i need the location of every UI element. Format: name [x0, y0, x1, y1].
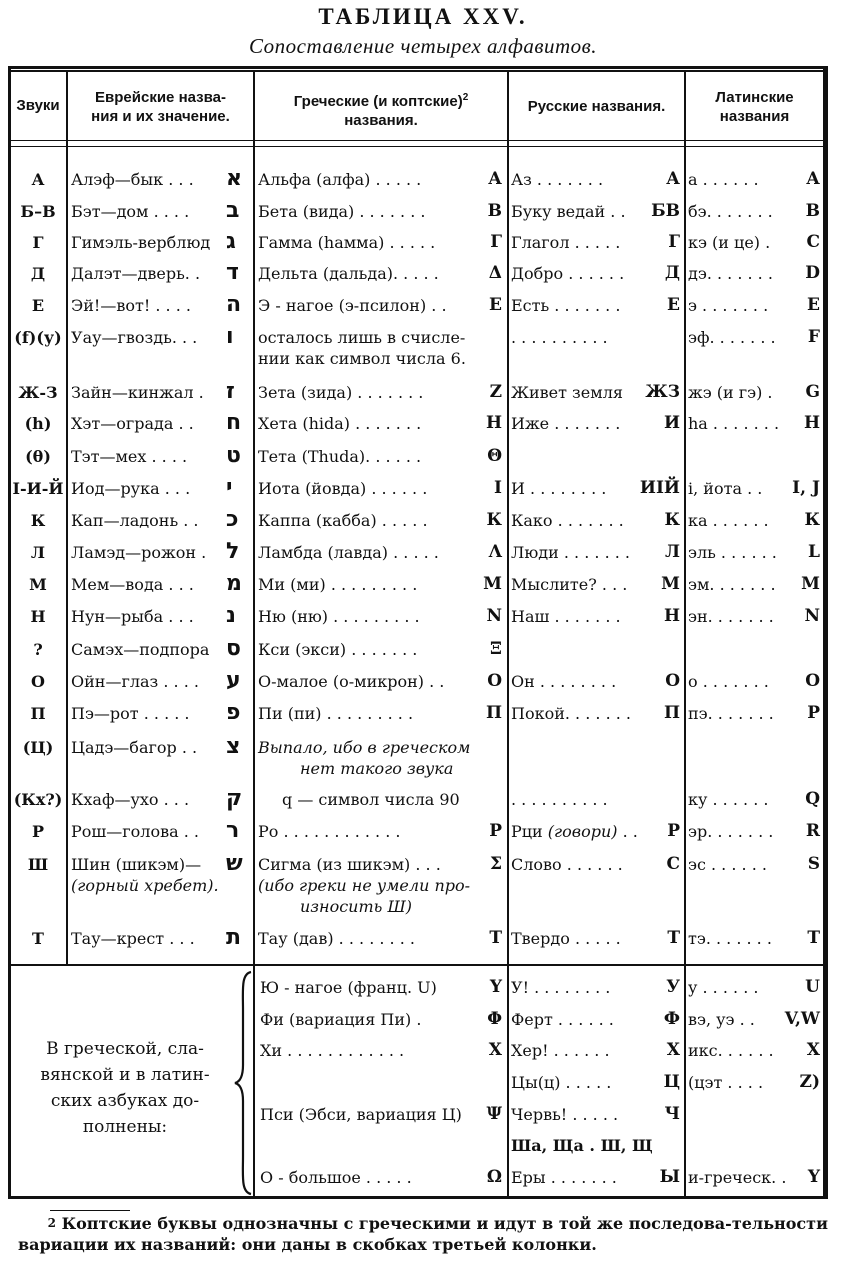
russian-name [511, 328, 608, 348]
sound-cell: (θ) [25, 447, 51, 466]
latin-letter: G [805, 382, 820, 402]
latin-name: икс. . . . . . [688, 1041, 774, 1060]
latin-letter: V,W [784, 1009, 820, 1029]
sound-cell: (Кх?) [13, 790, 63, 809]
latin-letter: S [807, 854, 820, 874]
supplement-label [20, 1036, 230, 1140]
latin-letter: Y [807, 1167, 820, 1187]
greek-letter: Е [489, 295, 502, 315]
russian-letter: Г [668, 232, 680, 252]
russian-name-text: Он . . . . . . . . [511, 672, 617, 691]
russian-name-text: Люди . . . . . . . [511, 543, 630, 562]
latin-name: жэ (и гэ) . [688, 383, 773, 402]
hebrew-name: Тэт—мех . . . . [71, 447, 188, 466]
latin-name: эм. . . . . . . [688, 575, 776, 594]
greek-letter: Н [485, 413, 502, 433]
latin-letter: Р [807, 703, 820, 723]
sound-cell: Л [30, 543, 46, 562]
greek-letter: I [494, 478, 502, 498]
header-hebrew-line1: Еврейские назва- [95, 89, 226, 106]
hebrew-letter: י [226, 475, 233, 500]
latin-letter: L [808, 542, 820, 562]
russian-name: Хер! . . . . . . [511, 1041, 610, 1060]
greek-name: Зета (зида) . . . . . . . [258, 383, 424, 402]
hebrew-name: Самэх—подпора [71, 640, 210, 659]
latin-name: эр. . . . . . . [688, 822, 774, 841]
russian-name: Ферт . . . . . . [511, 1010, 614, 1029]
greek-letter: Λ [488, 542, 502, 562]
footnote-mark: 2 [47, 1216, 56, 1230]
russian-name [511, 479, 606, 499]
footnote-text: Коптские буквы однозначны с греческими и идут в той же последова-тельности вариации их названий: они даны в скобках третьей колонки. [18, 1214, 828, 1254]
russian-letter: П [663, 703, 680, 723]
greek-letter: Ω [486, 1167, 502, 1187]
hebrew-name: Кап—ладонь . . [71, 511, 199, 530]
latin-name: дэ. . . . . . . [688, 264, 773, 283]
header-greek-line2: названия. [344, 112, 418, 129]
greek-name-line2: (ибо греки не умели про- [258, 876, 471, 895]
russian-name-text: Наш . . . . . . . [511, 607, 621, 626]
sound-cell: Е [31, 296, 45, 315]
hebrew-letter: ז [226, 379, 235, 404]
russian-letter: О [665, 671, 680, 691]
russian-letter: С [666, 854, 680, 874]
sound-cell: (h) [24, 414, 52, 433]
russian-letter: Ф [663, 1009, 680, 1029]
russian-name [511, 790, 608, 810]
hebrew-letter: ר [226, 818, 240, 843]
greek-letter: Г [490, 232, 502, 252]
sound-cell: Н [30, 607, 46, 626]
hebrew-name: Рош—голова . . [71, 822, 199, 841]
greek-letter: О [487, 671, 502, 691]
hebrew-letter: ח [226, 410, 242, 435]
greek-name-line2: нии как символ числа 6. [258, 349, 466, 368]
greek-name: Ро . . . . . . . . . . . . [258, 822, 401, 841]
sound-cell: О [31, 672, 45, 691]
greek-name: Каппа (кабба) . . . . . [258, 511, 428, 530]
greek-name: Дельта (дальда). . . . . [258, 264, 439, 283]
hebrew-letter: ו [226, 324, 234, 349]
russian-name-text: Есть . . . . . . . [511, 296, 621, 315]
hebrew-name: Уау—гвоздь. . . [71, 328, 198, 347]
sound-cell: Р [31, 822, 45, 841]
russian-name-text: . . . . . . . . . . [511, 328, 608, 347]
header-latin-line2: названия [719, 108, 790, 125]
hebrew-name: Пэ—рот . . . . . [71, 704, 190, 723]
latin-name: э . . . . . . . [688, 296, 769, 315]
latin-name: тэ. . . . . . . [688, 929, 772, 948]
greek-name: Хи . . . . . . . . . . . . [260, 1041, 405, 1060]
greek-name-line3: износить Ш) [300, 897, 412, 916]
hebrew-letter: ת [226, 925, 242, 950]
supplement-label-line: В греческой, сла- [46, 1039, 204, 1059]
hebrew-name: Цадэ—багор . . [71, 738, 198, 757]
footnote [18, 1213, 838, 1255]
hebrew-name: Ойн—глаз . . . . [71, 672, 199, 691]
russian-letter: Ч [664, 1104, 680, 1124]
russian-letter: М [661, 574, 680, 594]
greek-letter: М [483, 574, 502, 594]
hebrew-letter: פ [226, 700, 241, 725]
hebrew-name: Шин (шикэм)— [71, 855, 202, 874]
header-top-rule [8, 70, 828, 72]
col-rule-1 [66, 70, 68, 966]
greek-name: Сигма (из шикэм) . . . [258, 855, 441, 874]
russian-name-text: . . . . . . . . . . [511, 790, 608, 809]
latin-name: эф. . . . . . . [688, 328, 776, 347]
russian-name-text: Добро . . . . . . [511, 264, 625, 283]
greek-letter: К [486, 510, 502, 530]
greek-name: Кси (экси) . . . . . . . [258, 640, 418, 659]
russian-name-text: Иже . . . . . . . [511, 414, 621, 433]
greek-name: Ламбда (лавда) . . . . . [258, 543, 439, 562]
latin-letter: I, J [792, 478, 820, 498]
sound-cell: К [30, 511, 46, 530]
greek-letter: Θ [487, 446, 502, 466]
header-latin-line1: Латинские [715, 89, 794, 106]
greek-name: Выпало, ибо в греческом [258, 738, 471, 757]
hebrew-letter: ב [226, 198, 240, 223]
sound-cell: I-И-Й [12, 479, 64, 498]
russian-name-text: Покой. . . . . . . [511, 704, 631, 723]
sound-cell: П [30, 704, 46, 723]
russian-name-text: Како . . . . . . . [511, 511, 624, 530]
latin-letter: Х [806, 1040, 820, 1060]
supplement-label-line: вянской и в латин- [40, 1065, 210, 1085]
hebrew-name: Иод—рука . . . [71, 479, 191, 498]
sound-cell: Б–В [20, 202, 56, 221]
latin-name: пэ. . . . . . . [688, 704, 774, 723]
col-rule-4 [684, 70, 686, 1199]
sound-cell: ? [33, 640, 43, 659]
header-greek [255, 88, 507, 130]
greek-name: Иота (йовда) . . . . . . [258, 479, 428, 498]
greek-name: Тета (Thuda). . . . . . [258, 447, 422, 466]
russian-name-text: Слово . . . . . . [511, 855, 623, 874]
greek-letter: П [485, 703, 502, 723]
latin-letter: Е [807, 295, 820, 315]
hebrew-name: Бэт—дом . . . . [71, 202, 190, 221]
hebrew-letter: ס [226, 636, 241, 661]
supplement-label-line: полнены: [82, 1117, 168, 1137]
hebrew-name: Гимэль-верблюд [71, 233, 211, 252]
greek-name: Хета (hida) . . . . . . . [258, 414, 422, 433]
sound-cell: (f)(у) [14, 328, 62, 347]
russian-letter: Л [664, 542, 680, 562]
header-sounds: Звуки [16, 97, 60, 114]
hebrew-letter: ש [226, 851, 243, 876]
header-hebrew-line2: ния и их значение. [91, 108, 230, 125]
russian-name: Еры . . . . . . . [511, 1168, 617, 1187]
russian-name-text: Живет земля [511, 383, 623, 402]
latin-letter: N [804, 606, 820, 626]
russian-letter: И [663, 413, 680, 433]
hebrew-letter: א [226, 166, 243, 191]
sound-cell: Ж-З [18, 383, 58, 402]
russian-name [511, 170, 603, 190]
hebrew-letter: ל [226, 539, 240, 564]
greek-name: q — символ числа 90 [282, 790, 460, 809]
greek-letter: Т [489, 928, 502, 948]
greek-letter: В [487, 201, 502, 221]
supplement-label-line: ских азбуках до- [50, 1091, 200, 1111]
russian-letter: Е [667, 295, 680, 315]
hebrew-letter: ד [226, 260, 239, 285]
latin-letter: Т [807, 928, 820, 948]
greek-letter: Φ [487, 1009, 502, 1029]
hebrew-name: Эй!—вот! . . . . [71, 296, 191, 315]
greek-letter: Х [488, 1040, 502, 1060]
latin-letter: F [807, 327, 820, 347]
greek-name: Фи (вариация Пи) . [260, 1010, 422, 1029]
greek-name: Ю - нагое (франц. U) [260, 978, 437, 997]
russian-name: Ша, Ща . Ш, Щ [511, 1136, 653, 1155]
russian-letter: Ц [663, 1072, 680, 1092]
hebrew-letter: ג [226, 229, 236, 254]
latin-letter: К [804, 510, 820, 530]
russian-letter: Н [663, 606, 680, 626]
russian-letter: Д [664, 263, 680, 283]
hebrew-name: Нун—рыба . . . [71, 607, 194, 626]
greek-letter: А [488, 169, 502, 189]
latin-name: ка . . . . . . [688, 511, 769, 530]
frame-double-rule [823, 66, 825, 1199]
greek-letter: Ξ [490, 639, 502, 659]
hebrew-letter: נ [226, 603, 236, 628]
sound-cell: Т [32, 929, 44, 948]
header-hebrew [68, 88, 253, 126]
latin-name: эс . . . . . . [688, 855, 767, 874]
header-greek-line1: Греческие (и коптские) [293, 93, 463, 110]
hebrew-name: Тау—крест . . . [71, 929, 195, 948]
hebrew-name: Алэф—бык . . . [71, 170, 194, 189]
greek-name: Тау (дав) . . . . . . . . [258, 929, 415, 948]
latin-letter: М [801, 574, 820, 594]
hebrew-letter: כ [226, 507, 239, 532]
latin-name: о . . . . . . . [688, 672, 769, 691]
latin-name: у . . . . . . [688, 978, 759, 997]
sound-cell: Г [32, 233, 44, 252]
russian-name-text: Твердо . . . . . [511, 929, 621, 948]
latin-letter: Q [805, 789, 820, 809]
latin-letter: D [805, 263, 820, 283]
russian-name: Червь! . . . . . [511, 1105, 619, 1124]
latin-name: ку . . . . . . [688, 790, 769, 809]
russian-name-dots: . . [617, 822, 638, 841]
table-title: ТАБЛИЦА XXV. [318, 4, 528, 29]
header-latin [686, 88, 823, 126]
hebrew-name-line2: (горный хребет). [71, 876, 219, 895]
russian-letter: Х [666, 1040, 680, 1060]
russian-letter: Ы [659, 1167, 680, 1187]
russian-letter: Р [667, 821, 680, 841]
russian-name-gloss: (говори) [542, 822, 618, 841]
russian-letter: Т [667, 928, 680, 948]
russian-name: Цы(ц) . . . . . [511, 1073, 612, 1092]
header-bottom-rule [8, 140, 828, 141]
hebrew-name: Далэт—дверь. . [71, 264, 201, 283]
footnote-rule [50, 1210, 130, 1211]
greek-name: Ми (ми) . . . . . . . . . [258, 575, 418, 594]
greek-name: Э - нагое (э-псилон) . . [258, 296, 447, 315]
hebrew-letter: צ [226, 734, 241, 759]
greek-letter: Δ [488, 263, 502, 283]
header-bottom-rule-2 [8, 146, 828, 147]
greek-letter: Ψ [486, 1104, 502, 1124]
russian-name: У! . . . . . . . . [511, 978, 611, 997]
latin-name: эн. . . . . . . [688, 607, 774, 626]
latin-letter: О [805, 671, 820, 691]
latin-name: а . . . . . . [688, 170, 759, 189]
latin-name: ha . . . . . . . [688, 414, 780, 433]
latin-name: кэ (и це) . [688, 233, 771, 252]
greek-letter: Z [489, 382, 502, 402]
hebrew-letter: ע [226, 668, 241, 693]
hebrew-name: Мем—вода . . . [71, 575, 194, 594]
greek-letter: Σ [489, 854, 502, 874]
hebrew-name: Кхаф—ухо . . . [71, 790, 190, 809]
greek-name: осталось лишь в счисле- [258, 328, 466, 347]
greek-letter: Υ [489, 977, 502, 997]
latin-name: i, йота . . [688, 479, 763, 498]
hebrew-letter: ה [226, 292, 242, 317]
greek-name: О - большое . . . . . [260, 1168, 412, 1187]
greek-name: Бета (вида) . . . . . . . [258, 202, 426, 221]
russian-name-text: Аз . . . . . . . [511, 170, 604, 189]
header-russian: Русские названия. [527, 98, 666, 115]
greek-name: Пси (Эбси, вариация Ц) [260, 1105, 462, 1124]
greek-name-line2: нет такого звука [300, 759, 454, 778]
hebrew-name: Хэт—ограда . . [71, 414, 194, 433]
latin-name: эль . . . . . . [688, 543, 777, 562]
supplement-top-rule [8, 964, 828, 966]
russian-letter: ИIЙ [639, 478, 680, 498]
greek-name: Альфа (алфа) . . . . . [258, 170, 422, 189]
russian-name-text: И . . . . . . . . [511, 479, 607, 498]
latin-letter: Z) [799, 1072, 820, 1092]
col-rule-3 [507, 70, 509, 1199]
latin-letter: Н [803, 413, 820, 433]
table-subtitle: Сопоставление четырех алфавитов. [248, 34, 598, 58]
hebrew-name: Ламэд—рожон . [71, 543, 207, 562]
latin-letter: U [805, 977, 820, 997]
russian-letter: У [666, 977, 680, 997]
sound-cell: Ш [27, 855, 49, 874]
header-greek-footnote-mark: 2 [462, 92, 469, 103]
hebrew-letter: ט [226, 443, 241, 468]
latin-name: (цэт . . . . [688, 1073, 764, 1092]
russian-name-text: Глагол . . . . . [511, 233, 621, 252]
greek-name: Пи (пи) . . . . . . . . . [258, 704, 414, 723]
left-brace [233, 970, 255, 1196]
latin-letter: С [806, 232, 820, 252]
greek-name: Ню (ню) . . . . . . . . . [258, 607, 420, 626]
greek-name: О-малое (о-микрон) . . [258, 672, 445, 691]
russian-letter: БВ [651, 201, 680, 221]
russian-name-text: Мыслите? . . . [511, 575, 628, 594]
hebrew-letter: ק [226, 786, 243, 811]
sound-cell: Д [30, 264, 46, 283]
russian-letter: К [664, 510, 680, 530]
hebrew-name: Зайн—кинжал . [71, 383, 204, 402]
latin-name: бэ. . . . . . . [688, 202, 773, 221]
latin-letter: В [805, 201, 820, 221]
russian-name-text: Рци [511, 822, 543, 841]
sound-cell: А [31, 170, 45, 189]
latin-name: вэ, уэ . . [688, 1010, 755, 1029]
latin-name: и-греческ. . [688, 1168, 787, 1187]
greek-letter: N [486, 606, 502, 626]
latin-letter: R [805, 821, 820, 841]
russian-letter: А [666, 169, 680, 189]
greek-name: Гамма (hамма) . . . . . [258, 233, 436, 252]
sound-cell: М [29, 575, 47, 594]
russian-name-text: Буку ведай . . [511, 202, 626, 221]
greek-letter: Р [489, 821, 502, 841]
russian-letter: ЖЗ [645, 382, 680, 402]
latin-letter: А [806, 169, 820, 189]
sound-cell: (Ц) [22, 738, 54, 757]
hebrew-letter: מ [226, 571, 242, 596]
